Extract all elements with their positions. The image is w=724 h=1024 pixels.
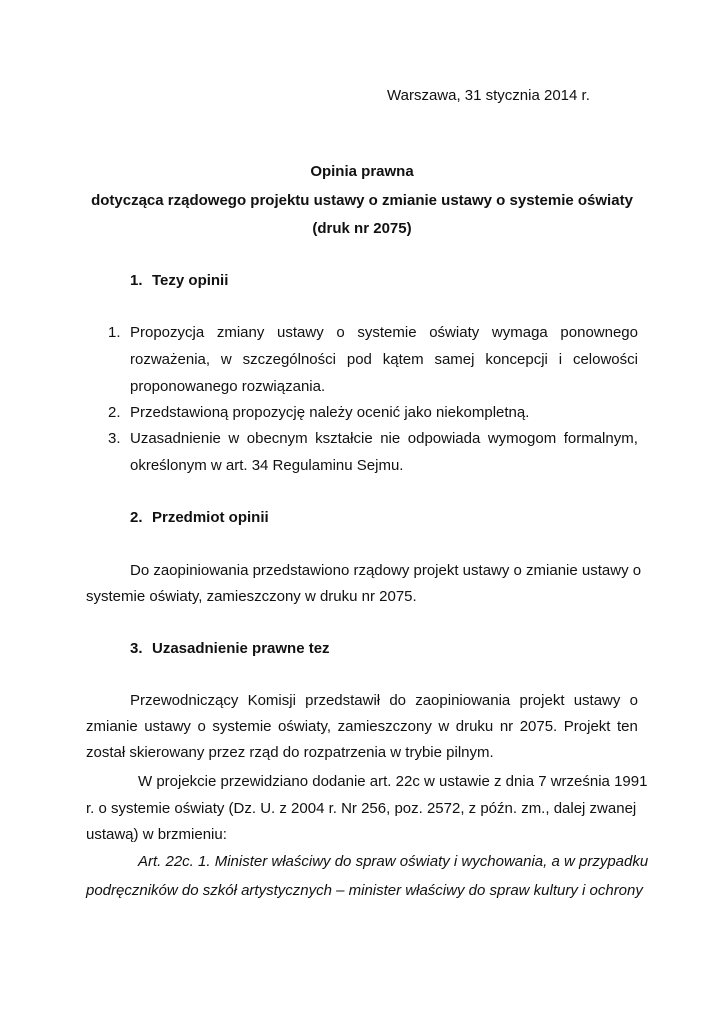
thesis-3-line-1-word: nie [380,430,401,447]
justification-p1-line-1-word: Komisji [247,692,296,709]
justification-p1-line-1-word: do [389,692,407,709]
justification-p1-line-2-word: Projekt [563,718,611,735]
thesis-1-line-2-word: i [558,351,563,368]
place-date: Warszawa, 31 stycznia 2014 r. [387,87,590,104]
justification-p1-line-2-word: zmianie [86,718,138,735]
justification-p1-line-1 [130,692,638,710]
thesis-1-line-1-word: wymaga [491,324,548,341]
justification-p1-line-1-word: projekt [519,692,565,709]
justification-p1-line-1-word: przedstawił [305,692,381,709]
thesis-1-line-1-word: ustawy [277,324,324,341]
thesis-1-line-1-word: ponownego [560,324,638,341]
justification-p1-line-1-word: o [629,692,638,709]
subject-line-2: systemie oświaty, zamieszczony w druku nr 2075. [86,588,417,605]
thesis-1-line-3: proponowanego rozwiązania. [130,378,326,395]
section-1-number: 1. [130,272,143,289]
thesis-1-line-1-word: o [336,324,345,341]
thesis-1-line-2 [130,351,638,369]
justification-p1-line-2-word: nr [499,718,514,735]
thesis-1-line-2-word: w [220,351,232,368]
justification-p1-line-1-word: ustawy [573,692,621,709]
thesis-2-number: 2. [108,404,121,421]
section-3-heading: Uzasadnienie prawne tez [152,640,330,657]
thesis-1-line-1-word: zmiany [216,324,265,341]
quote-line-1: Art. 22c. 1. Minister właściwy do spraw oświaty i wychowania, a w przypadku [138,853,649,870]
section-2-heading: Przedmiot opinii [152,509,269,526]
justification-p1-line-1-word: Przewodniczący [130,692,239,709]
justification-p2-line-1: W projekcie przewidziano dodanie art. 22c w ustawie z dnia 7 września 1991 [138,773,648,790]
justification-p2-line-3: ustawą) w brzmieniu: [86,826,227,843]
justification-p1-line-2-word: ustawy [144,718,191,735]
justification-p1-line-2-word: ten [616,718,638,735]
thesis-3-line-1-word: wymogom [487,430,557,447]
thesis-1-line-2-word: szczególności [242,351,336,368]
thesis-1-line-2-word: celowości [572,351,638,368]
thesis-1-line-2-word: rozważenia, [130,351,211,368]
title-line-3: (druk nr 2075) [312,220,412,237]
justification-p1-line-2-word: w [438,718,450,735]
justification-p1-line-2-word: o [197,718,206,735]
thesis-1-line-2-word: koncepcji [485,351,548,368]
title-line-2: dotycząca rządowego projektu ustawy o zmianie ustawy o systemie oświaty [91,192,633,209]
thesis-3-line-1-word: Uzasadnienie [130,430,221,447]
thesis-1-number: 1. [108,324,121,341]
thesis-1-line-2-word: samej [434,351,475,368]
justification-p1-line-2-word: 2075. [519,718,558,735]
thesis-3-line-1-word: odpowiada [407,430,481,447]
thesis-1-line-1-word: systemie [357,324,417,341]
thesis-1-line-2-word: pod [346,351,372,368]
quote-line-2: podręczników do szkół artystycznych – minister właściwy do spraw kultury i ochrony [86,882,643,899]
subject-line-1: Do zaopiniowania przedstawiono rządowy projekt ustawy o zmianie ustawy o [130,562,642,579]
thesis-3-line-2: określonym w art. 34 Regulaminu Sejmu. [130,457,404,474]
thesis-1-line-1-word: oświaty [429,324,480,341]
thesis-3-line-1-word: kształcie [315,430,373,447]
justification-p1-line-2-word: zamieszczony [337,718,432,735]
thesis-1-line-2-word: kątem [382,351,424,368]
justification-p1-line-2-word: oświaty, [278,718,332,735]
thesis-1-line-1 [130,324,638,342]
justification-p2-line-2: r. o systemie oświaty (Dz. U. z 2004 r. Nr 256, poz. 2572, z późn. zm., dalej zwanej [86,800,637,817]
thesis-3-line-1-word: obecnym [246,430,308,447]
section-3-number: 3. [130,640,143,657]
thesis-3-number: 3. [108,430,121,447]
thesis-3-line-1-word: w [228,430,240,447]
justification-p1-line-2-word: systemie [212,718,272,735]
thesis-3-line-1-word: formalnym, [563,430,638,447]
justification-p1-line-2 [86,718,638,736]
section-1-heading: Tezy opinii [152,272,229,289]
justification-p1-line-1-word: zaopiniowania [415,692,511,709]
justification-p1-line-2-word: druku [455,718,494,735]
justification-p1-line-3: został skierowany przez rząd do rozpatrzenia w trybie pilnym. [86,744,494,761]
section-2-number: 2. [130,509,143,526]
thesis-1-line-1-word: Propozycja [130,324,205,341]
thesis-3-line-1 [130,430,638,448]
title-line-1: Opinia prawna [310,163,414,180]
thesis-2-line-1: Przedstawioną propozycję należy ocenić jako niekompletną. [130,404,530,421]
